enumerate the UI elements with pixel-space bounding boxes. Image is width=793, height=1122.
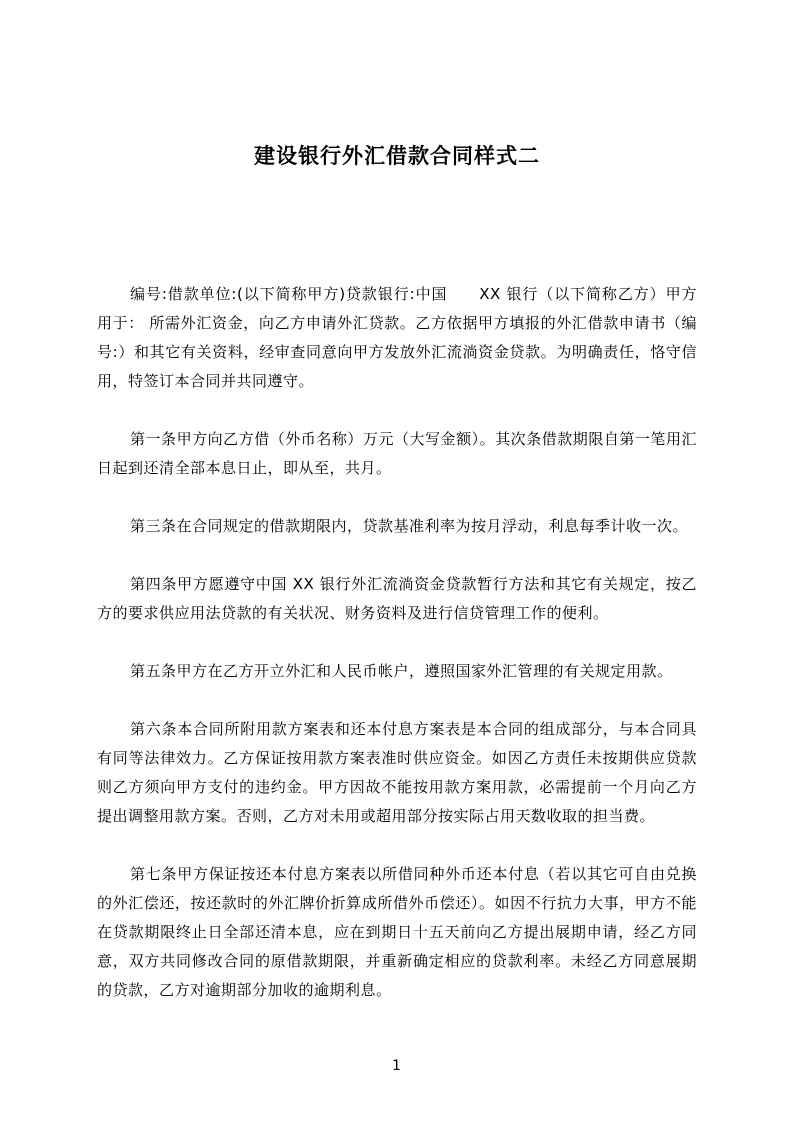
contract-paragraph-clause-1: 第一条甲方向乙方借（外币名称）万元（大写金额）。其次条借款期限自第一笔用汇日起到还清全部本息日止，即从至，共月。 (97, 430, 697, 478)
contract-paragraph-clause-6: 第六条本合同所附用款方案表和还本付息方案表是本合同的组成部分，与本合同具有同等法律效力。乙方保证按用款方案表准时供应资金。如因乙方责任未按期供应贷款则乙方须向甲方支付的违约金。甲方因故不能按用款方案用款，必需提前一个月向乙方提出调整用款方案。否则，乙方对未用或超用部分按实际占用天数收取的担当费。 (97, 720, 697, 826)
document-body (97, 280, 697, 1005)
contract-paragraph-clause-4: 第四条甲方愿遵守中国 XX 银行外汇流淌资金贷款暂行方法和其它有关规定，按乙方的要求供应用法贷款的有关状况、财务资料及进行信贷管理工作的便利。 (97, 575, 697, 623)
contract-paragraph-clause-5: 第五条甲方在乙方开立外汇和人民币帐户，遵照国家外汇管理的有关规定用款。 (130, 662, 673, 681)
contract-paragraph-intro: 编号:借款单位:(以下简称甲方)贷款银行:中国 XX 银行（以下简称乙方）甲方用于： 所需外汇资金，向乙方申请外汇贷款。乙方依据甲方填报的外汇借款申请书（编号:）和其它有关资料，经审查同意向甲方发放外汇流淌资金贷款。为明确责任，恪守信用，特签订本合同并共同遵守。 (97, 285, 697, 391)
document-title: 建设银行外汇借款合同样式二 (254, 144, 540, 168)
contract-paragraph-clause-7: 第七条甲方保证按还本付息方案表以所借同种外币还本付息（若以其它可自由兑换的外汇偿还，按还款时的外汇牌价折算成所借外币偿还）。如因不行抗力大事，甲方不能在贷款期限终止日全部还清本息，应在到期日十五天前向乙方提出展期申请，经乙方同意，双方共同修改合同的原借款期限，并重新确定相应的贷款利率。未经乙方同意展期的贷款，乙方对逾期部分加收的逾期利息。 (97, 865, 697, 1000)
page-number: 1 (392, 1058, 401, 1074)
contract-paragraph-clause-3: 第三条在合同规定的借款期限内，贷款基准利率为按月浮动，利息每季计收一次。 (130, 517, 689, 536)
